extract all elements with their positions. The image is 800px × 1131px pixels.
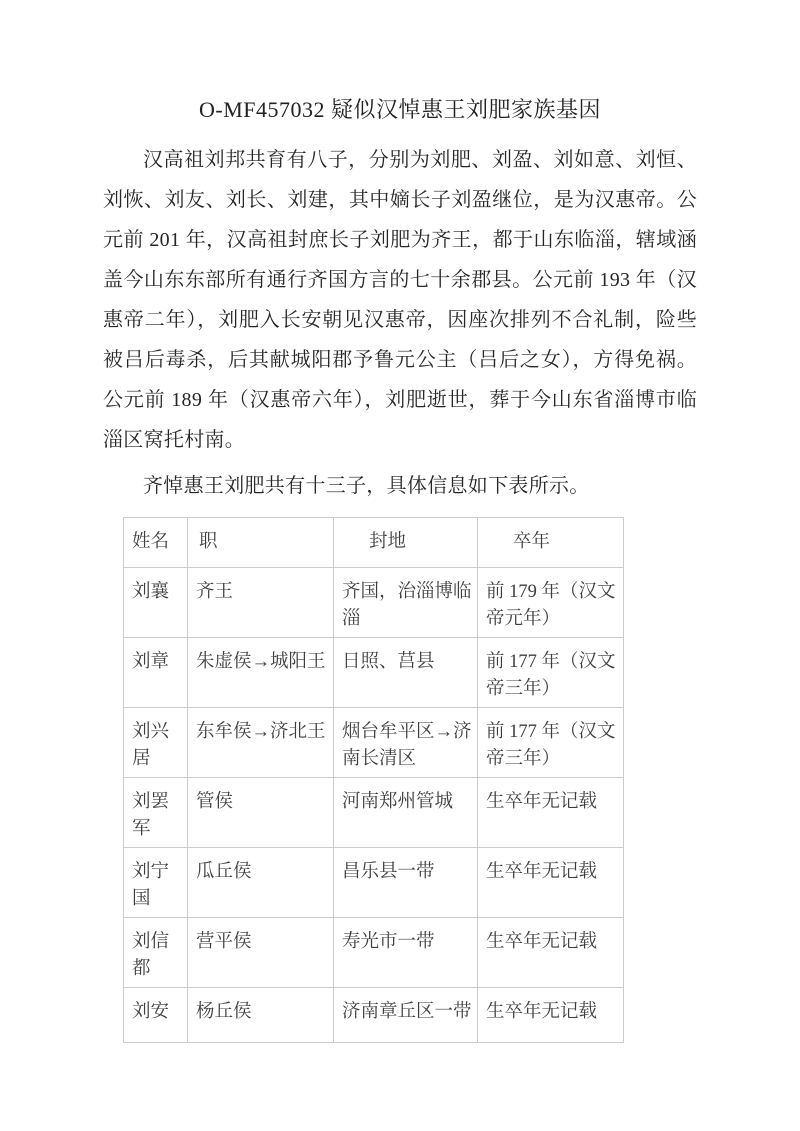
table-cell: 杨丘侯	[188, 988, 334, 1043]
table-cell: 齐王	[188, 568, 334, 638]
table-cell: 生卒年无记载	[478, 918, 624, 988]
table-cell: 瓜丘侯	[188, 848, 334, 918]
header-cell-name: 姓名	[124, 518, 188, 568]
table-cell: 刘宁国	[124, 848, 188, 918]
header-cell-fief: 封地	[334, 518, 478, 568]
table-row	[124, 918, 624, 988]
table-row	[124, 848, 624, 918]
table-cell: 前 177 年（汉文帝三年）	[478, 708, 624, 778]
header-cell-death-year: 卒年	[478, 518, 624, 568]
table-cell: 刘罢军	[124, 778, 188, 848]
table-cell: 刘襄	[124, 568, 188, 638]
descendants-table	[123, 517, 624, 1043]
table-cell: 前 179 年（汉文帝元年）	[478, 568, 624, 638]
table-cell: 刘信都	[124, 918, 188, 988]
table-cell: 朱虚侯→城阳王	[188, 638, 334, 708]
intro-paragraph: 汉高祖刘邦共育有八子，分别为刘肥、刘盈、刘如意、刘恒、刘恢、刘友、刘长、刘建，其中嫡长子刘盈继位，是为汉惠帝。公元前 201 年，汉高祖封庶长子刘肥为齐王，都于山东临淄，辖域涵盖今山东东部所有通行齐国方言的七十余郡县。公元前 193 年（汉惠帝二年），刘肥入长安朝见汉惠帝，因座次排列不合礼制，险些被吕后毒杀，后其献城阳郡予鲁元公主（吕后之女），方得免祸。公元前 189 年（汉惠帝六年），刘肥逝世，葬于今山东省淄博市临淄区窝托村南。	[103, 149, 697, 451]
table-row	[124, 778, 624, 848]
header-cell-title: 职	[188, 518, 334, 568]
table-cell: 刘安	[124, 988, 188, 1043]
table-cell: 刘兴居	[124, 708, 188, 778]
table-cell: 东牟侯→济北王	[188, 708, 334, 778]
table-lead-in-paragraph: 齐悼惠王刘肥共有十三子，具体信息如下表所示。	[143, 475, 590, 497]
table-cell: 管侯	[188, 778, 334, 848]
table-cell: 生卒年无记载	[478, 988, 624, 1043]
table-cell: 寿光市一带	[334, 918, 478, 988]
table-cell: 生卒年无记载	[478, 778, 624, 848]
table-cell: 齐国，治淄博临淄	[334, 568, 478, 638]
document-title: O-MF457032 疑似汉悼惠王刘肥家族基因	[198, 97, 601, 122]
table-cell: 济南章丘区一带	[334, 988, 478, 1043]
table-cell: 昌乐县一带	[334, 848, 478, 918]
table-cell: 前 177 年（汉文帝三年）	[478, 638, 624, 708]
table-cell: 刘章	[124, 638, 188, 708]
table-cell: 营平侯	[188, 918, 334, 988]
table-cell: 生卒年无记载	[478, 848, 624, 918]
table-row	[124, 568, 624, 638]
table-row	[124, 708, 624, 778]
table-row	[124, 638, 624, 708]
table-header-row	[124, 518, 624, 568]
table-cell: 烟台牟平区→济南长清区	[334, 708, 478, 778]
table-cell: 日照、莒县	[334, 638, 478, 708]
table-row	[124, 988, 624, 1043]
table-cell: 河南郑州管城	[334, 778, 478, 848]
